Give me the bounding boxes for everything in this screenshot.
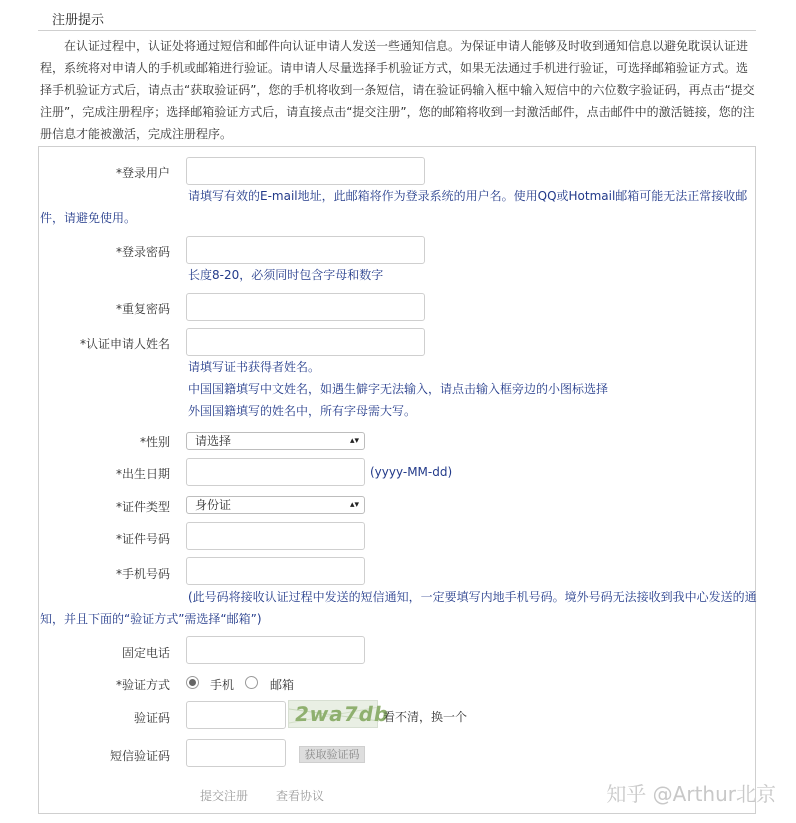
gender-selected-value: 请选择 bbox=[195, 434, 232, 448]
applicant-name-label: *认证申请人姓名 bbox=[79, 337, 170, 351]
captcha-text: 2wa7db bbox=[292, 702, 392, 726]
verify-email-radio[interactable] bbox=[245, 676, 258, 689]
phone-label: *手机号码 bbox=[115, 567, 170, 581]
sms-code-input[interactable] bbox=[186, 739, 286, 767]
verify-email-label[interactable]: 邮箱 bbox=[270, 678, 295, 692]
select-arrows-icon: ▴▾ bbox=[349, 500, 359, 510]
phone-input[interactable] bbox=[186, 557, 365, 585]
captcha-input[interactable] bbox=[186, 701, 286, 729]
applicant-name-hint-3: 外国国籍填写的姓名中，所有字母需大写。 bbox=[188, 404, 417, 418]
sms-code-label: 短信验证码 bbox=[109, 749, 170, 763]
verify-phone-radio[interactable] bbox=[186, 676, 199, 689]
repeat-password-label: *重复密码 bbox=[115, 302, 170, 316]
login-password-label: *登录密码 bbox=[115, 245, 170, 259]
birth-date-input[interactable] bbox=[186, 458, 365, 486]
get-sms-code-button[interactable]: 获取验证码 bbox=[299, 746, 365, 763]
gender-select[interactable] bbox=[186, 432, 365, 450]
captcha-image[interactable] bbox=[288, 700, 392, 728]
captcha-refresh-link[interactable]: 看不清，换一个 bbox=[383, 710, 468, 724]
id-number-label: *证件号码 bbox=[115, 532, 170, 546]
submit-register-button[interactable]: 提交注册 bbox=[200, 789, 249, 803]
verify-method-label: *验证方式 bbox=[115, 678, 170, 692]
watermark: 知乎 @Arthur北京 bbox=[606, 782, 776, 806]
applicant-name-hint-2: 中国国籍填写中文姓名，如遇生僻字无法输入，请点击输入框旁边的小图标选择 bbox=[188, 382, 609, 396]
phone-hint-1: (此号码将接收认证过程中发送的短信通知，一定要填写内地手机号码。境外号码无法接收到我中心发送的通 bbox=[188, 590, 757, 604]
applicant-name-hint-1: 请填写证书获得者姓名。 bbox=[188, 360, 321, 374]
notice-header bbox=[38, 6, 756, 31]
gender-label: *性别 bbox=[139, 435, 170, 449]
birth-date-label: *出生日期 bbox=[115, 467, 170, 481]
repeat-password-input[interactable] bbox=[186, 293, 425, 321]
login-user-input[interactable] bbox=[186, 157, 425, 185]
captcha-label: 验证码 bbox=[133, 711, 170, 725]
intro-text: 在认证过程中，认证处将通过短信和邮件向认证申请人发送一些通知信息。为保证申请人能够及时收到通知信息以避免耽误认证进程，系统将对申请人的手机或邮箱进行验证。请申请人尽量选择手机验证方式，如果无法通过手机进行验证，可选择邮箱验证方式。选择手机验证方式后，请点击“获取验证码”，您的手机将收到一条短信，请在验证码输入框中输入短信中的六位数字验证码，再点击“提交注册”，完成注册程序；选择邮箱验证方式后，请直接点击“提交注册”，您的邮箱将收到一封激活邮件，点击邮件中的激活链接，您的注册信息才能被激活，完成注册程序。 bbox=[40, 39, 755, 141]
phone-hint-2: 知，并且下面的“验证方式”需选择“邮箱”) bbox=[40, 612, 262, 626]
landline-input[interactable] bbox=[186, 636, 365, 664]
id-type-select[interactable] bbox=[186, 496, 365, 514]
applicant-name-input[interactable] bbox=[186, 328, 425, 356]
login-user-label: *登录用户 bbox=[115, 166, 170, 180]
notice-title: 注册提示 bbox=[52, 13, 105, 28]
id-number-input[interactable] bbox=[186, 522, 365, 550]
select-arrows-icon: ▴▾ bbox=[349, 436, 359, 446]
landline-label: 固定电话 bbox=[121, 646, 170, 660]
login-password-hint: 长度8-20，必须同时包含字母和数字 bbox=[188, 268, 384, 282]
login-user-hint-1: 请填写有效的E-mail地址，此邮箱将作为登录系统的用户名。使用QQ或Hotmail邮箱可能无法正常接收邮 bbox=[188, 189, 748, 203]
id-type-selected-value: 身份证 bbox=[195, 498, 232, 512]
view-agreement-button[interactable]: 查看协议 bbox=[276, 789, 325, 803]
login-password-input[interactable] bbox=[186, 236, 425, 264]
birth-date-format-hint: (yyyy-MM-dd) bbox=[370, 465, 453, 479]
id-type-label: *证件类型 bbox=[115, 500, 170, 514]
login-user-hint-2: 件，请避免使用。 bbox=[40, 211, 137, 225]
verify-phone-label[interactable]: 手机 bbox=[210, 678, 235, 692]
